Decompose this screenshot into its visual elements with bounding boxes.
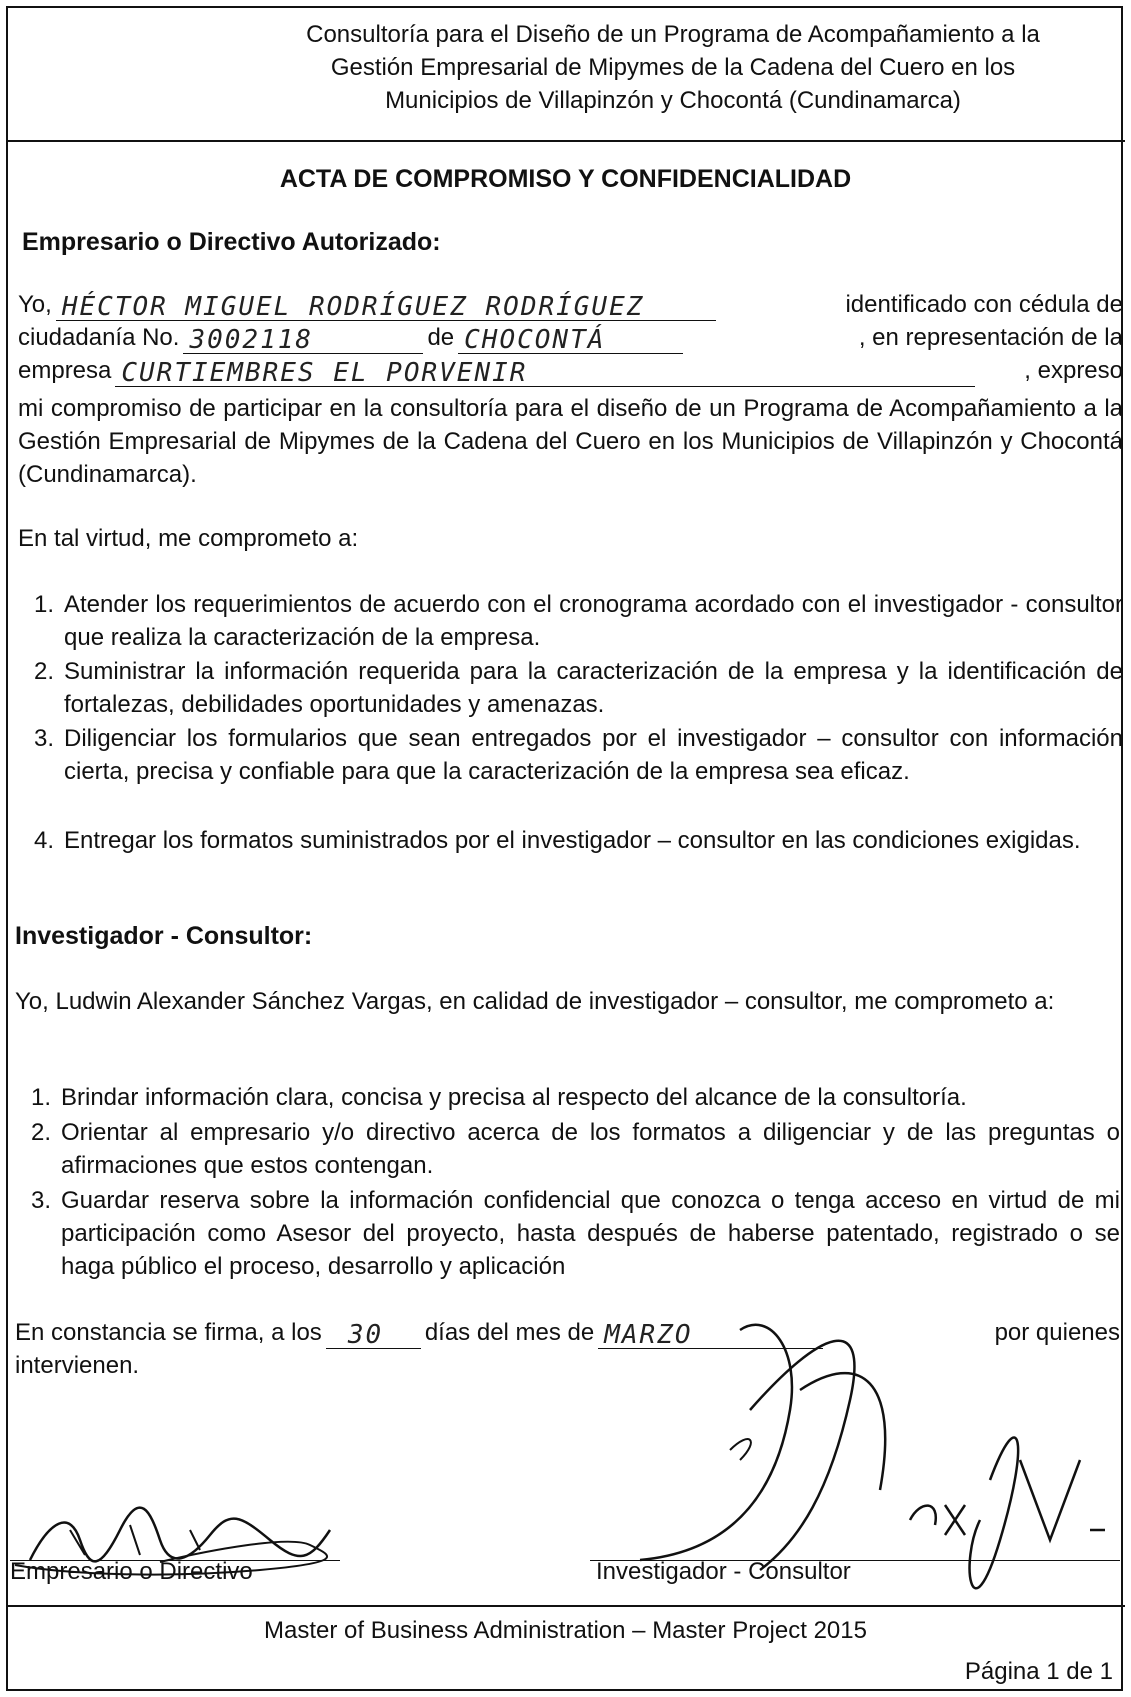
text-representacion: , en representación de la: [858, 324, 1123, 351]
empresario-item-3: 3. Diligenciar los formularios que sean entregados por el investigador – consultor con información cierta, precisa y confiable para que la caracterización de la empresa sea eficaz.: [34, 725, 1123, 785]
text-empresa: empresa: [18, 357, 112, 384]
city-field: [458, 327, 683, 354]
empresario-item-1: 1. Atender los requerimientos de acuerdo con el cronograma acordado con el investigador - consultor que realiza la caracterización de la empresa.: [34, 591, 1123, 651]
text-identificado: identificado con cédula de: [845, 291, 1123, 318]
handwritten-cedula: 3002118: [189, 325, 314, 355]
text-yo: Yo,: [18, 291, 52, 318]
investigador-heading: Investigador - Consultor:: [15, 922, 313, 950]
investigador-intro: Yo, Ludwin Alexander Sánchez Vargas, en calidad de investigador – consultor, me comprometo a:: [15, 988, 1055, 1015]
header-line-1: Consultoría para el Diseño de un Programa de Acompañamiento a la: [306, 21, 1040, 48]
investigador-signature-label: Investigador - Consultor: [596, 1558, 851, 1585]
text-de: de: [427, 324, 455, 351]
investigador-signature: [600, 1290, 1120, 1590]
document-header: [223, 18, 1123, 117]
page-number: Página 1 de 1: [964, 1658, 1113, 1685]
handwritten-day: 30: [347, 1320, 384, 1350]
footer-divider: [6, 1605, 1125, 1607]
text-dias: días del mes de: [424, 1319, 595, 1346]
empresario-line-3: [18, 354, 1123, 387]
header-line-3: Municipios de Villapinzón y Chocontá (Cundinamarca): [385, 87, 961, 114]
investigador-item-2: 2. Orientar al empresario y/o directivo acerca de los formatos a diligenciar y de las preguntas o afirmaciones que estos contengan.: [31, 1119, 1120, 1179]
company-field: [115, 360, 975, 387]
header-line-2: Gestión Empresarial de Mipymes de la Cadena del Cuero en los: [330, 54, 1016, 81]
handwritten-month: MARZO: [604, 1320, 693, 1350]
empresario-line-2: [18, 321, 1123, 354]
investigador-item-1: 1. Brindar información clara, concisa y precisa al respecto del alcance de la consultoría.: [31, 1084, 967, 1111]
empresario-body: mi compromiso de participar en la consultoría para el diseño de un Programa de Acompañamiento a la Gestión Empresarial de Mipymes de la Cadena del Cuero en los Municipios de Villapinzón y Chocontá (Cundinamarca).: [18, 395, 1123, 488]
handwritten-name: HÉCTOR MIGUEL RODRÍGUEZ RODRÍGUEZ: [61, 292, 645, 322]
handwritten-company: CURTIEMBRES EL PORVENIR: [121, 358, 528, 388]
header-divider: [6, 140, 1125, 142]
empresario-intro: En tal virtud, me comprometo a:: [18, 525, 359, 552]
closing-line-2: intervienen.: [15, 1352, 140, 1379]
text-por-quienes: por quienes: [994, 1319, 1120, 1346]
empresario-item-2: 2. Suministrar la información requerida para la caracterización de la empresa y la identificación de fortalezas, debilidades oportunidades y amenazas.: [34, 658, 1123, 718]
day-field: [326, 1322, 421, 1349]
text-expreso: , expreso: [1024, 357, 1123, 384]
handwritten-city: CHOCONTÁ: [464, 325, 606, 355]
name-field: [56, 294, 716, 321]
cedula-field: [183, 327, 423, 354]
empresario-heading: Empresario o Directivo Autorizado:: [22, 228, 441, 256]
text-constancia: En constancia se firma, a los: [15, 1319, 322, 1346]
empresario-line-1: [18, 288, 1123, 321]
empresario-item-4: 4. Entregar los formatos suministrados por el investigador – consultor en las condiciones exigidas.: [34, 827, 1081, 854]
investigador-item-3: 3. Guardar reserva sobre la información confidencial que conozca o tenga acceso en virtud de mi participación como Asesor del proyecto, hasta después de haberse patentado, registrado o se haga público el proceso, desarrollo y aplicación: [31, 1187, 1120, 1280]
empresario-signature-label: Empresario o Directivo: [10, 1558, 253, 1585]
document-title: ACTA DE COMPROMISO Y CONFIDENCIALIDAD: [279, 165, 852, 193]
text-ciudadania: ciudadanía No.: [18, 324, 180, 351]
footer-text: Master of Business Administration – Master Project 2015: [264, 1617, 867, 1644]
